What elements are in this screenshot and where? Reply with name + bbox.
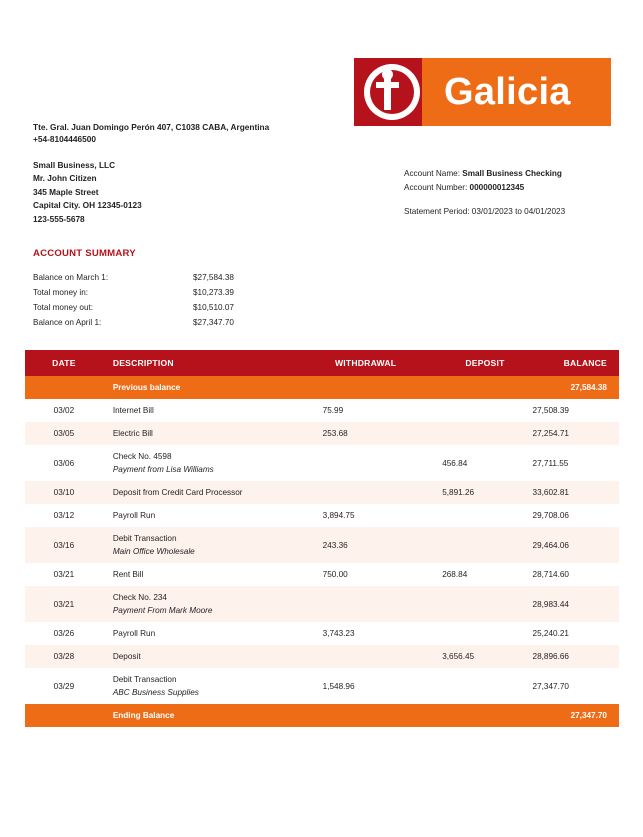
table-row (25, 622, 619, 645)
cell-description-main: Debit Transaction (112, 534, 177, 543)
cell-date: 03/26 (25, 622, 103, 645)
cell-date: 03/06 (25, 445, 103, 481)
cell-withdrawal (299, 445, 423, 481)
cell-date: 03/29 (25, 668, 103, 704)
galicia-torch-emblem-icon (354, 58, 422, 126)
cell-date: 03/16 (25, 527, 103, 563)
cell-description (103, 422, 299, 445)
bank-address-line-1: Tte. Gral. Juan Domingo Perón 407, C1038 CABA, Argentina (33, 122, 270, 132)
cell-balance: 25,240.21 (521, 622, 619, 645)
cell-deposit (422, 422, 520, 445)
bank-logo (354, 58, 611, 126)
table-row (25, 586, 619, 622)
cell-description-main: Deposit (112, 652, 141, 661)
cell-date: 03/12 (25, 504, 103, 527)
account-number-label: Account Number: (404, 182, 468, 192)
cell-balance: 27,711.55 (521, 445, 619, 481)
previous-balance-value: 27,584.38 (521, 376, 619, 399)
column-header-withdrawal: WITHDRAWAL (299, 350, 423, 376)
cell-withdrawal (299, 645, 423, 668)
cell-withdrawal (299, 481, 423, 504)
cell-description-main: Check No. 4598 (112, 452, 172, 461)
cell-date: 03/05 (25, 422, 103, 445)
cell-balance: 28,896.66 (521, 645, 619, 668)
table-row (25, 668, 619, 704)
column-header-date: DATE (25, 350, 103, 376)
cell-description (103, 481, 299, 504)
cell-description-main: Deposit from Credit Card Processor (112, 488, 243, 497)
table-row (25, 399, 619, 422)
table-row (25, 563, 619, 586)
ending-balance-label: Ending Balance (103, 704, 299, 727)
cell-balance: 27,508.39 (521, 399, 619, 422)
previous-balance-row (25, 376, 619, 399)
customer-street: 345 Maple Street (33, 186, 99, 197)
account-name-label: Account Name: (404, 169, 460, 178)
bank-logo-text: Galicia (444, 71, 571, 113)
customer-name: Mr. John Citizen (33, 173, 97, 184)
cell-description (103, 445, 299, 481)
statement-period: Statement Period: 03/01/2023 to 04/01/2023 (404, 207, 566, 216)
cell-withdrawal: 750.00 (299, 563, 423, 586)
bank-address-line-2: +54-8104446500 (33, 134, 96, 145)
column-header-description: DESCRIPTION (103, 350, 299, 376)
cell-description (103, 399, 299, 422)
table-row (25, 527, 619, 563)
cell-description-main: Rent Bill (112, 570, 144, 579)
cell-date: 03/21 (25, 586, 103, 622)
summary-row (33, 303, 313, 318)
summary-label: Balance on March 1: (33, 273, 109, 282)
summary-value: $10,273.39 (193, 288, 234, 297)
cell-description-main: Electric Bill (112, 429, 153, 438)
customer-company: Small Business, LLC (33, 160, 116, 170)
customer-city-state-zip: Capital City. OH 12345-0123 (33, 200, 142, 211)
cell-description (103, 586, 299, 622)
cell-description (103, 622, 299, 645)
cell-balance: 27,254.71 (521, 422, 619, 445)
table-row (25, 481, 619, 504)
cell-description (103, 527, 299, 563)
cell-date: 03/21 (25, 563, 103, 586)
summary-value: $27,584.38 (193, 273, 234, 282)
summary-row (33, 273, 313, 288)
cell-withdrawal: 75.99 (299, 399, 423, 422)
account-info-block (404, 167, 562, 195)
cell-withdrawal: 243.36 (299, 527, 423, 563)
bank-address (33, 121, 269, 145)
cell-deposit: 5,891.26 (422, 481, 520, 504)
cell-description-sub: Payment from Lisa Williams (112, 465, 214, 474)
cell-balance: 27,347.70 (521, 668, 619, 704)
cell-description (103, 563, 299, 586)
cell-deposit: 456.84 (422, 445, 520, 481)
previous-balance-label: Previous balance (103, 376, 299, 399)
cell-withdrawal: 1,548.96 (299, 668, 423, 704)
cell-balance: 28,714.60 (521, 563, 619, 586)
cell-withdrawal (299, 586, 423, 622)
summary-value: $10,510.07 (193, 303, 234, 312)
summary-value: $27,347.70 (193, 318, 234, 327)
account-summary-table (33, 273, 313, 333)
table-row (25, 645, 619, 668)
transactions-table (25, 350, 619, 727)
transactions-body (25, 376, 619, 727)
cell-description-main: Internet Bill (112, 406, 154, 415)
account-name-value: Small Business Checking (462, 169, 562, 178)
summary-label: Total money in: (33, 288, 89, 297)
cell-description (103, 668, 299, 704)
cell-deposit (422, 668, 520, 704)
account-summary-title: ACCOUNT SUMMARY (33, 248, 136, 259)
cell-description-sub: Payment From Mark Moore (112, 606, 213, 615)
cell-balance: 28,983.44 (521, 586, 619, 622)
cell-description-main: Payroll Run (112, 511, 156, 520)
cell-description (103, 504, 299, 527)
table-row (25, 445, 619, 481)
cell-deposit: 268.84 (422, 563, 520, 586)
summary-label: Total money out: (33, 303, 94, 312)
cell-description-sub: ABC Business Supplies (112, 688, 199, 697)
cell-deposit (422, 622, 520, 645)
cell-description-main: Payroll Run (112, 629, 156, 638)
cell-description (103, 645, 299, 668)
summary-row (33, 288, 313, 303)
customer-phone: 123-555-5678 (33, 213, 85, 224)
cell-description-main: Check No. 234 (112, 593, 167, 602)
transactions-header-row (25, 350, 619, 376)
column-header-balance: BALANCE (521, 350, 619, 376)
table-row (25, 504, 619, 527)
cell-deposit: 3,656.45 (422, 645, 520, 668)
cell-date: 03/02 (25, 399, 103, 422)
cell-withdrawal: 253.68 (299, 422, 423, 445)
summary-row (33, 318, 313, 333)
cell-description-sub: Main Office Wholesale (112, 547, 195, 556)
cell-deposit (422, 527, 520, 563)
customer-address-block (33, 159, 142, 226)
ending-balance-row (25, 704, 619, 727)
cell-withdrawal: 3,894.75 (299, 504, 423, 527)
cell-date: 03/10 (25, 481, 103, 504)
cell-withdrawal: 3,743.23 (299, 622, 423, 645)
cell-balance: 29,464.06 (521, 527, 619, 563)
cell-balance: 33,602.81 (521, 481, 619, 504)
ending-balance-value: 27,347.70 (521, 704, 619, 727)
summary-label: Balance on April 1: (33, 318, 102, 327)
cell-deposit (422, 504, 520, 527)
table-row (25, 422, 619, 445)
account-number-value: 000000012345 (469, 182, 525, 192)
cell-balance: 29,708.06 (521, 504, 619, 527)
column-header-deposit: DEPOSIT (422, 350, 520, 376)
cell-deposit (422, 399, 520, 422)
cell-deposit (422, 586, 520, 622)
cell-description-main: Debit Transaction (112, 675, 177, 684)
cell-date: 03/28 (25, 645, 103, 668)
